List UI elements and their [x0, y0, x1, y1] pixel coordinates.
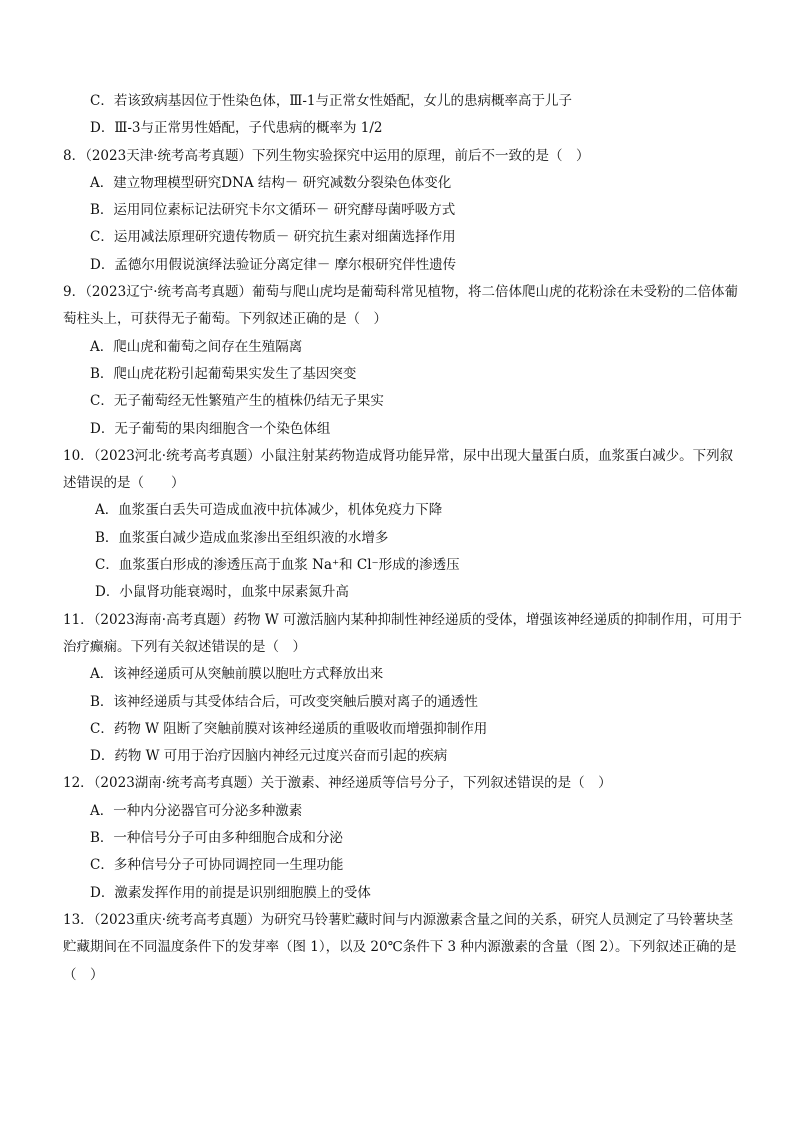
- question-12-option-d: D．激素发挥作用的前提是识别细胞膜上的受体: [90, 884, 371, 901]
- question-number: 10．: [63, 447, 94, 464]
- question-10-stem: [0, 443, 743, 498]
- question-11-stem: [0, 607, 743, 662]
- question-text: 下列生物实验探究中运用的原理，前后不一致的是（ ）: [252, 147, 590, 164]
- question-number: 8．: [63, 147, 86, 164]
- question-9-option-d: D．无子葡萄的果肉细胞含一个染色体组: [90, 420, 331, 437]
- question-9-option-b: B．爬山虎花粉引起葡萄果实发生了基因突变: [90, 365, 357, 382]
- question-8-stem: [0, 143, 743, 170]
- question-12-option-a: A．一种内分泌器官可分泌多种激素: [90, 802, 303, 819]
- question-source: （2023天津·统考高考真题）: [85, 147, 252, 164]
- question-11-option-b: B．该神经递质与其受体结合后，可改变突触后膜对离子的通透性: [90, 693, 478, 710]
- question-8-option-c: C．运用减法原理研究遗传物质－ 研究抗生素对细菌选择作用: [90, 229, 456, 246]
- question-source: （2023海南·高考真题）: [93, 611, 234, 628]
- question-text: 药物 W 可激活脑内某种抑制性神经递质的受体，增强该神经递质的抑制作用，可用于治疗癫痫。下列有关叙述错误的是（ ）: [63, 611, 743, 655]
- question-number: 9．: [63, 284, 86, 301]
- question-12-option-b: B．一种信号分子可由多种细胞合成和分泌: [90, 830, 343, 847]
- question-11-option-a: A．该神经递质可从突触前膜以胞吐方式释放出来: [90, 666, 384, 683]
- question-13-stem: [0, 907, 743, 989]
- exam-page: [0, 88, 794, 989]
- question-8-option-d: D．孟德尔用假说演绎法验证分离定律－ 摩尔根研究伴性遗传: [90, 256, 457, 273]
- question-10-option-a: A．血浆蛋白丢失可造成血液中抗体减少，机体免疫力下降: [95, 502, 443, 519]
- question-text: 小鼠注射某药物造成肾功能异常，尿中出现大量蛋白质，血浆蛋白减少。下列叙述错误的是（ ）: [63, 447, 734, 492]
- question-10-option-c: C．血浆蛋白形成的渗透压高于血浆 Na⁺和 Cl⁻形成的渗透压: [95, 557, 460, 574]
- question-9-option-a: A．爬山虎和葡萄之间存在生殖隔离: [90, 338, 303, 355]
- question-8-option-a: A．建立物理模型研究DNA 结构－ 研究减数分裂染色体变化: [90, 174, 452, 191]
- question-number: 12．: [63, 775, 94, 792]
- question-text: 关于激素、神经递质等信号分子，下列叙述错误的是（ ）: [260, 775, 612, 792]
- prev-option-c: C．若该致病基因位于性染色体，Ⅲ-1与正常女性婚配，女儿的患病概率高于儿子: [90, 93, 573, 109]
- question-text: 葡萄与爬山虎均是葡萄科常见植物，将二倍体爬山虎的花粉涂在未受粉的二倍体葡萄柱头上，可获得无子葡萄。下列叙述正确的是（ ）: [63, 284, 738, 328]
- question-12-stem: [0, 770, 743, 797]
- question-10-option-b: B．血浆蛋白减少造成血浆渗出至组织液的水增多: [95, 529, 389, 546]
- question-10-option-d: D．小鼠肾功能衰竭时，血浆中尿素氮升高: [95, 584, 349, 601]
- question-11-option-d: D．药物 W 可用于治疗因脑内神经元过度兴奋而引起的疾病: [90, 748, 448, 765]
- question-number: 13．: [63, 911, 94, 928]
- question-source: （2023重庆·统考高考真题）: [93, 911, 261, 928]
- question-source: （2023辽宁·统考高考真题）: [85, 284, 252, 301]
- question-9-option-c: C．无子葡萄经无性繁殖产生的植株仍结无子果实: [90, 393, 384, 410]
- question-source: （2023湖南·统考高考真题）: [93, 775, 261, 792]
- question-12-option-c: C．多种信号分子可协同调控同一生理功能: [90, 857, 344, 874]
- question-source: （2023河北·统考高考真题）: [93, 447, 261, 464]
- question-11-option-c: C．药物 W 阻断了突触前膜对该神经递质的重吸收而增强抑制作用: [90, 720, 488, 737]
- question-number: 11．: [63, 611, 94, 628]
- prev-option-d: D．Ⅲ-3与正常男性婚配，子代患病的概率为 1/2: [90, 120, 383, 137]
- question-text: 为研究马铃薯贮藏时间与内源激素含量之间的关系，研究人员测定了马铃薯块茎贮藏期间在不同温度条件下的发芽率（图 1），以及 20℃条件下 3 种内源激素的含量（图 2）。下列叙述正确的是（ ）: [63, 911, 737, 983]
- question-8-option-b: B．运用同位素标记法研究卡尔文循环－ 研究酵母菌呼吸方式: [90, 202, 456, 219]
- question-9-stem: [0, 279, 743, 334]
